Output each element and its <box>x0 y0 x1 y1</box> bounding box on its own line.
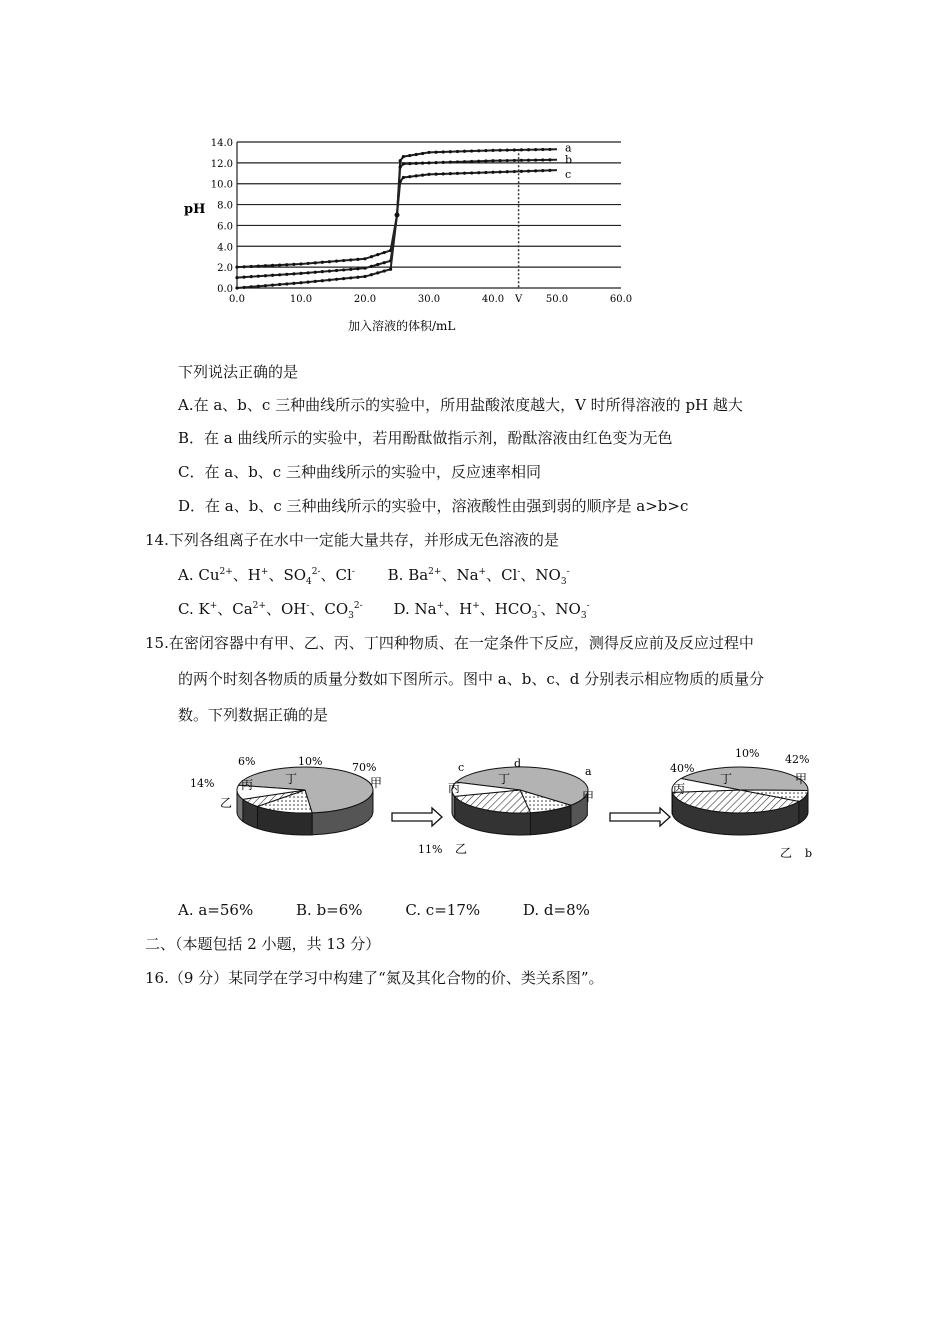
curve-b-point <box>520 159 523 162</box>
pie-chart-2 <box>418 757 594 856</box>
curve-c-point <box>499 170 502 173</box>
curve-a-point <box>463 150 466 153</box>
q13-option-c: C．在 a、b、c 三种曲线所示的实验中，反应速率相同 <box>178 463 541 481</box>
curve-c-point <box>435 172 438 175</box>
pie-slice-value-乙: 11% <box>418 843 443 856</box>
q14-option-b: B. $Ba^{2+}$、Na+、Cl-、$NO_3^-$ <box>387 566 570 587</box>
q15-option-a: A. a=56% <box>178 901 254 919</box>
curve-c-point <box>463 172 466 175</box>
curve-a-point <box>470 149 473 152</box>
curve-c-point <box>527 169 530 172</box>
curve-c-point <box>356 276 359 279</box>
curve-a-point <box>402 155 405 158</box>
curve-c-point <box>257 285 260 288</box>
curve-a-point <box>250 265 253 268</box>
pie-slice-name-丁: 丁 <box>285 772 298 786</box>
q13-option-b: B．在 a 曲线所示的实验中，若用酚酞做指示剂，酚酞溶液由红色变为无色 <box>178 429 673 447</box>
curve-a-point <box>491 149 494 152</box>
curve-a-point <box>442 150 445 153</box>
pie-slice-name-乙: 乙 <box>455 842 468 856</box>
q13-option-d: D．在 a、b、c 三种曲线所示的实验中，溶液酸性由强到弱的顺序是 a>b>c <box>178 497 689 515</box>
curve-c-point <box>513 170 516 173</box>
curve-c-point <box>427 173 430 176</box>
ph-titration-chart <box>180 122 640 337</box>
curve-b-point <box>292 272 295 275</box>
curve-a-point <box>235 266 238 269</box>
pie-slice-value-丁: 10% <box>735 747 760 760</box>
curve-b-point <box>299 272 302 275</box>
curve-a-point <box>314 261 317 264</box>
curve-c-point <box>408 175 411 178</box>
curve-a-point <box>257 265 260 268</box>
curve-b-point <box>235 276 238 279</box>
q15-stem-line3: 数。下列数据正确的是 <box>178 706 329 724</box>
curve-b-point <box>363 267 366 270</box>
pie-slice-value-丙: c <box>458 761 465 774</box>
curve-a-point <box>335 260 338 263</box>
curve-c-point <box>363 275 366 278</box>
curve-b-point <box>328 269 331 272</box>
pie-slice-name-丙: 丙 <box>241 778 254 792</box>
curve-b-point <box>342 268 345 271</box>
q15-option-b: B. b=6% <box>296 901 363 919</box>
curve-c-point <box>370 273 373 276</box>
curve-a-point <box>399 159 402 162</box>
pie-slice-name-乙: 乙 <box>220 796 233 810</box>
curve-c <box>237 170 557 288</box>
curve-c-point <box>321 279 324 282</box>
curve-c-point <box>285 282 288 285</box>
curve-c-point <box>299 281 302 284</box>
curve-c-point <box>383 269 386 272</box>
curve-c-point <box>449 172 452 175</box>
x-tick-label: 10.0 <box>289 294 313 305</box>
curve-b-point <box>470 160 473 163</box>
pie-slice-value-丙: 40% <box>670 762 695 775</box>
curve-a-point <box>427 151 430 154</box>
curve-b-point <box>356 267 359 270</box>
pie-chart-1 <box>190 755 382 835</box>
curve-a-point <box>376 253 379 256</box>
curve-b-point <box>250 275 253 278</box>
curve-c-point <box>278 283 281 286</box>
curve-c-point <box>376 271 379 274</box>
q15-option-d: D. d=8% <box>522 901 590 919</box>
curve-a-point <box>449 150 452 153</box>
curve-c-point <box>548 169 551 172</box>
curve-b-point <box>415 162 418 165</box>
curve-c-point <box>335 278 338 281</box>
curve-a-point <box>349 258 352 261</box>
curve-c-point <box>541 169 544 172</box>
curve-c-point <box>442 172 445 175</box>
curve-a-point <box>328 260 331 263</box>
curve-b-point <box>442 161 445 164</box>
curve-b-point <box>399 165 402 168</box>
curve-b-point <box>499 159 502 162</box>
curve-b-point <box>278 273 281 276</box>
q13-option-a: A.在 a、b、c 三种曲线所示的实验中，所用盐酸浓度越大，V 时所得溶液的 pH 越大 <box>178 396 743 414</box>
y-tick-label: 10.0 <box>210 179 233 191</box>
curve-b-point <box>427 161 430 164</box>
curve-label-a: a <box>565 141 572 155</box>
q14-options-row2 <box>178 599 590 626</box>
curve-b-point <box>548 158 551 161</box>
curve-b-point <box>370 265 373 268</box>
curve-c-point <box>314 280 317 283</box>
x-tick-label: 40.0 <box>481 294 505 305</box>
curve-a-point <box>342 259 345 262</box>
curve-c-point <box>342 277 345 280</box>
curve-b-point <box>243 276 246 279</box>
x-tick-label: 50.0 <box>545 294 569 305</box>
curve-c-point <box>389 268 392 271</box>
pie-slice-name-丁: 丁 <box>720 772 733 786</box>
q15-stem-line1: 15.在密闭容器中有甲、乙、丙、丁四种物质、在一定条件下反应，测得反应前及反应过程中 <box>145 634 754 652</box>
q14-option-c: C. K+、$Ca^{2+}$、OH-、$CO_3^{2-}$ <box>178 600 363 621</box>
curve-c-point <box>477 171 480 174</box>
pie-slice-value-丙: 6% <box>238 755 256 768</box>
equivalence-point <box>395 213 400 218</box>
y-tick-label: 14.0 <box>210 138 233 149</box>
q14-option-a: A. $Cu^{2+}$、H+、$SO_4^{2-}$、Cl- <box>178 566 355 587</box>
curve-a-point <box>421 152 424 155</box>
curve-b-point <box>456 160 459 163</box>
curve-a-point <box>278 263 281 266</box>
curve-a-point <box>527 148 530 151</box>
curve-b-point <box>271 274 274 277</box>
pie-slice-name-丁: 丁 <box>498 772 511 786</box>
curve-b-point <box>491 159 494 162</box>
pie-slice-value-丁: 10% <box>298 755 323 768</box>
arrow-2 <box>610 808 670 826</box>
curve-c-point <box>349 276 352 279</box>
pie-slice-name-乙: 乙 <box>780 846 793 860</box>
curve-a-point <box>321 261 324 264</box>
x-tick-label: 20.0 <box>353 294 377 305</box>
v-marker-label: V <box>514 294 523 305</box>
curve-a-point <box>370 255 373 258</box>
curve-b-point <box>264 274 267 277</box>
curve-c-point <box>470 171 473 174</box>
x-tick-label: 60.0 <box>609 294 633 305</box>
curve-c-point <box>421 174 424 177</box>
curve-c-point <box>250 285 253 288</box>
curve-c-point <box>506 170 509 173</box>
curve-label-c: c <box>565 168 572 182</box>
curve-b-point <box>477 160 480 163</box>
curve-b-point <box>435 161 438 164</box>
curve-c-point <box>264 284 267 287</box>
curve-b-point <box>349 268 352 271</box>
y-tick-label: 12.0 <box>210 158 233 170</box>
curve-b-point <box>506 159 509 162</box>
pie-slice-value-甲: 70% <box>352 761 377 774</box>
q16-stem: 16.（9 分）某同学在学习中构建了“氮及其化合物的价、类关系图”。 <box>145 969 604 987</box>
q15-stem-line2: 的两个时刻各物质的质量分数如下图所示。图中 a、b、c、d 分别表示相应物质的质量分 <box>178 670 765 688</box>
x-tick-label: 30.0 <box>417 294 441 305</box>
curve-a-point <box>264 264 267 267</box>
pie-slice-name-甲: 甲 <box>370 776 383 790</box>
q14-stem: 14.下列各组离子在水中一定能大量共存，并形成无色溶液的是 <box>145 531 559 549</box>
curve-b-point <box>335 269 338 272</box>
curve-b-point <box>513 159 516 162</box>
curve-a-point <box>408 154 411 157</box>
curve-a-point <box>299 262 302 265</box>
curve-c-point <box>491 171 494 174</box>
pie-slice-value-乙: 14% <box>190 777 215 790</box>
y-tick-label: 4.0 <box>217 242 233 254</box>
curve-a-point <box>548 148 551 151</box>
pie-slice-name-甲: 甲 <box>795 772 808 786</box>
curve-c-point <box>243 286 246 289</box>
curve-b-point <box>463 160 466 163</box>
y-tick-label: 8.0 <box>217 200 233 212</box>
curve-c-point <box>399 180 402 183</box>
curve-a-point <box>484 149 487 152</box>
y-axis-label: pH <box>184 202 206 217</box>
curve-b-point <box>421 162 424 165</box>
curve-c-point <box>307 280 310 283</box>
curve-a-point <box>415 153 418 156</box>
curve-a-point <box>456 150 459 153</box>
curve-c-point <box>484 171 487 174</box>
curve-c-point <box>456 172 459 175</box>
curve-a-point <box>292 263 295 266</box>
curve-b-point <box>257 275 260 278</box>
q13-stem: 下列说法正确的是 <box>178 363 299 381</box>
curve-a-point <box>541 148 544 151</box>
curve-a-point <box>520 148 523 151</box>
pie-slice-value-甲: a <box>585 765 592 778</box>
curve-a-point <box>383 251 386 254</box>
curve-a-point <box>243 265 246 268</box>
curve-b-point <box>408 162 411 165</box>
y-tick-label: 2.0 <box>217 263 233 275</box>
pie-slice-name-甲: 甲 <box>582 790 595 804</box>
curve-c-point <box>402 176 405 179</box>
curve-c-point <box>328 278 331 281</box>
x-tick-label: 0.0 <box>229 294 245 305</box>
curve-b-point <box>402 162 405 165</box>
pie-slice-value-甲: 42% <box>785 753 810 766</box>
curve-b-point <box>376 263 379 266</box>
curve-b-point <box>314 271 317 274</box>
curve-b-point <box>321 270 324 273</box>
q14-options-row1 <box>178 565 570 592</box>
curve-a-point <box>435 151 438 154</box>
curve-b-point <box>449 161 452 164</box>
curve-c-point <box>534 169 537 172</box>
curve-a-point <box>513 148 516 151</box>
curve-c-point <box>292 282 295 285</box>
curve-a-point <box>363 257 366 260</box>
pie-slice-value-乙: b <box>805 847 813 860</box>
curve-b-point <box>307 271 310 274</box>
curve-a-point <box>499 149 502 152</box>
curve-c-point <box>271 284 274 287</box>
curve-c-point <box>520 170 523 173</box>
curve-b-point <box>383 261 386 264</box>
curve-a-point <box>506 149 509 152</box>
pie-chart-3 <box>670 747 812 860</box>
curve-b-point <box>541 158 544 161</box>
pie-slice-value-丁: d <box>514 757 522 770</box>
curve-a-point <box>534 148 537 151</box>
curve-a-point <box>477 149 480 152</box>
y-tick-label: 6.0 <box>217 221 233 233</box>
curve-a-point <box>271 264 274 267</box>
curve-a-point <box>356 258 359 261</box>
pie-slice-name-丙: 丙 <box>448 781 461 795</box>
curve-label-b: b <box>565 153 573 167</box>
q15-options <box>178 900 590 920</box>
arrow-1 <box>392 808 442 826</box>
curve-b-point <box>484 159 487 162</box>
curve-c-point <box>235 286 238 289</box>
curve-a-point <box>307 262 310 265</box>
section-2-heading: 二、（本题包括 2 小题，共 13 分） <box>145 935 381 953</box>
curve-a-point <box>285 263 288 266</box>
q15-option-c: C. c=17% <box>405 901 481 919</box>
curve-b-point <box>285 273 288 276</box>
x-axis-label: 加入溶液的体积/mL <box>348 319 456 333</box>
q14-option-d: D. Na+、H+、$HCO_3^-$、$NO_3^-$ <box>393 600 590 621</box>
y-tick-label: 0.0 <box>217 284 233 295</box>
curve-c-point <box>415 174 418 177</box>
mass-fraction-pie-charts <box>180 735 840 865</box>
pie-slice-name-丙: 丙 <box>673 782 686 796</box>
curve-b-point <box>534 158 537 161</box>
curve-b-point <box>527 159 530 162</box>
